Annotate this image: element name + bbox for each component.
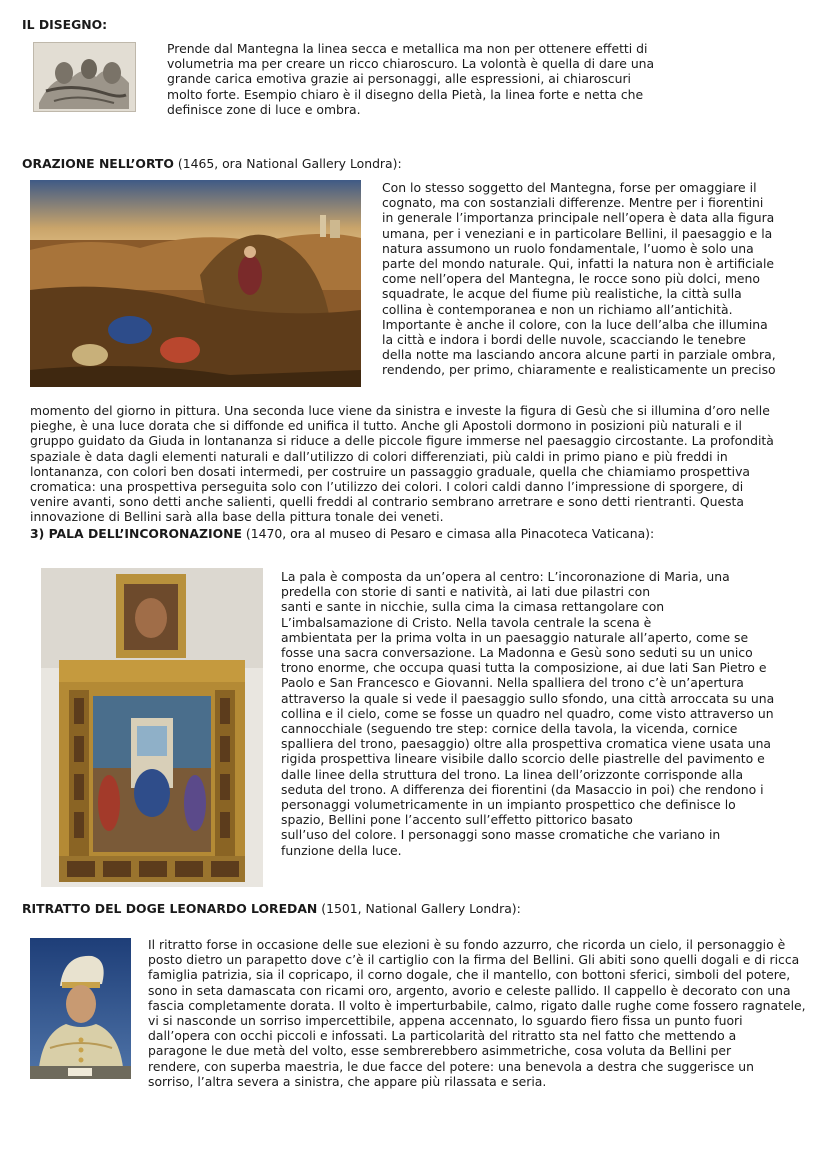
pieta-drawing-image <box>33 42 136 112</box>
section-title-orazione: ORAZIONE NELL’ORTO (1465, ora National Gallery Londra): <box>22 156 402 171</box>
section-title-pala: 3) PALA DELL’INCORONAZIONE (1470, ora al museo di Pesaro e cimasa alla Pinacoteca Vaticana): <box>30 526 655 541</box>
orazione-painting-image <box>30 180 361 387</box>
section-title-ritratto: RITRATTO DEL DOGE LEONARDO LOREDAN (1501, National Gallery Londra): <box>22 901 521 916</box>
doge-portrait-image <box>30 938 131 1079</box>
orazione-continuation-paragraph: momento del giorno in pittura. Una seconda luce viene da sinistra e investe la figura di Gesù che si illumina d’oro nelle pieghe, è una luce dorata che si diffonde ed unifica il tutto. Anche gli Apostoli dormono in posizioni più naturali e il gruppo guidato da Giuda in lontananza si riduce a delle piccole figure immerse nel paesaggio circostante. La profondità spaziale è data dagli elementi naturali e dall’utilizzo di colori differenziati, più caldi in primo piano e più freddi in lontananza, con colori ben dosati intermedi, per costruire un passaggio graduale, quella che chiamiamo prospettiva cromatica: una prospettiva perseguita solo con l’utilizzo dei colori. I colori caldi danno l’impressione di sporgere, di venire avanti, sono detti anche salienti, quelli freddi al contrario sembrano arretrare e sono detti rientranti. Questa innovazione di Bellini sarà alla base della pittura tonale dei veneti. <box>30 403 774 525</box>
section-title-disegno: IL DISEGNO: <box>22 17 108 32</box>
ritratto-paragraph: Il ritratto forse in occasione delle sue elezioni è su fondo azzurro, che ricorda un cielo, il personaggio è posto dietro un parapetto dove c’è il cartiglio con la firma del Bellini. Gli abiti sono quelli dogali e di ricca famiglia patrizia, sia il copricapo, il corno dogale, che il mantello, con bottoni sferici, simboli del potere, sono in seta damascata con ricami oro, argento, avorio e celeste pallido. Il cappello è decorato con una fascia completamente dorata. Il volto è imperturbabile, calmo, rigato dalle rughe come fossero ragnatele, vi si nasconde un sorriso impercettibile, appena accennato, lo sguardo fiero fissa un punto fuori dall’opera con occhi piccoli e infossati. La particolarità del ritratto sta nel fatto che mettendo a paragone le due metà del volto, esse sembrerebbero asimmetriche, cosa voluta da Bellini per rendere, con superba maestria, le due facce del potere: una benevola a destra che suggerisce un sorriso, l’altra severa a sinistra, che appare più rilassata e seria. <box>148 937 806 1089</box>
pala-paragraph: La pala è composta da un’opera al centro: L’incoronazione di Maria, una predella con storie di santi e natività, ai lati due pilastri con santi e sante in nicchie, sulla cima la cimasa rettangolare con L’imbalsamazione di Cristo. Nella tavola centrale la scena è ambientata per la prima volta in un paesaggio naturale all’aperto, come se fosse una sacra conversazione. La Madonna e Gesù sono seduti su un unico trono enorme, che occupa quasi tutta la composizione, ai due lati San Pietro e Paolo e San Francesco e Giovanni. Nella spalliera del trono c’è un’apertura attraverso la quale si vede il paesaggio sullo sfondo, una città arroccata su una collina e il cielo, come se fosse un quadro nel quadro, come visto attraverso un cannocchiale (seguendo tre step: cornice della tavola, la vicenda, cornice spalliera del trono, paesaggio) oltre alla prospettiva cromatica viene usata una rigida prospettiva lineare visibile dallo scorcio delle piastrelle del pavimento e dalle linee della struttura del trono. La linea dell’orizzonte corrisponde alla seduta del trono. A differenza dei fiorentini (da Masaccio in poi) che rendono i personaggi volumetricamente in un impianto prospettico che definisce lo spazio, Bellini pone l’accento sull’effetto pittorico basato sull’uso del colore. I personaggi sono masse cromatiche che variano in funzione della luce. <box>281 569 775 858</box>
pala-altarpiece-image <box>41 568 263 887</box>
disegno-paragraph: Prende dal Mantegna la linea secca e metallica ma non per ottenere effetti di volumetria ma per creare un ricco chiaroscuro. La volontà è quella di dare una grande carica emotiva grazie ai personaggi, alle espressioni, ai chiaroscuri molto forte. Esempio chiaro è il disegno della Pietà, la linea forte e netta che definisce zone di luce e ombra. <box>167 41 655 117</box>
orazione-paragraph: Con lo stesso soggetto del Mantegna, forse per omaggiare il cognato, ma con sostanziali differenze. Mentre per i fiorentini in generale l’importanza principale nell’opera è data alla figura umana, per i veneziani e in particolare Bellini, il paesaggio e la natura assumono un ruolo fondamentale, l’uomo è solo una parte del mondo naturale. Qui, infatti la natura non è artificiale come nell’opera del Mantegna, le rocce sono più dolci, meno squadrate, le acque del fiume più realistiche, la città sulla collina è contemporanea e non un richiamo all’antichità. Importante è anche il colore, con la luce dell’alba che illumina la città e indora i bordi delle nuvole, scacciando le tenebre della notte ma lasciando ancora alcune parti in parziale ombra, rendendo, per primo, chiaramente e realisticamente un preciso <box>382 180 776 378</box>
